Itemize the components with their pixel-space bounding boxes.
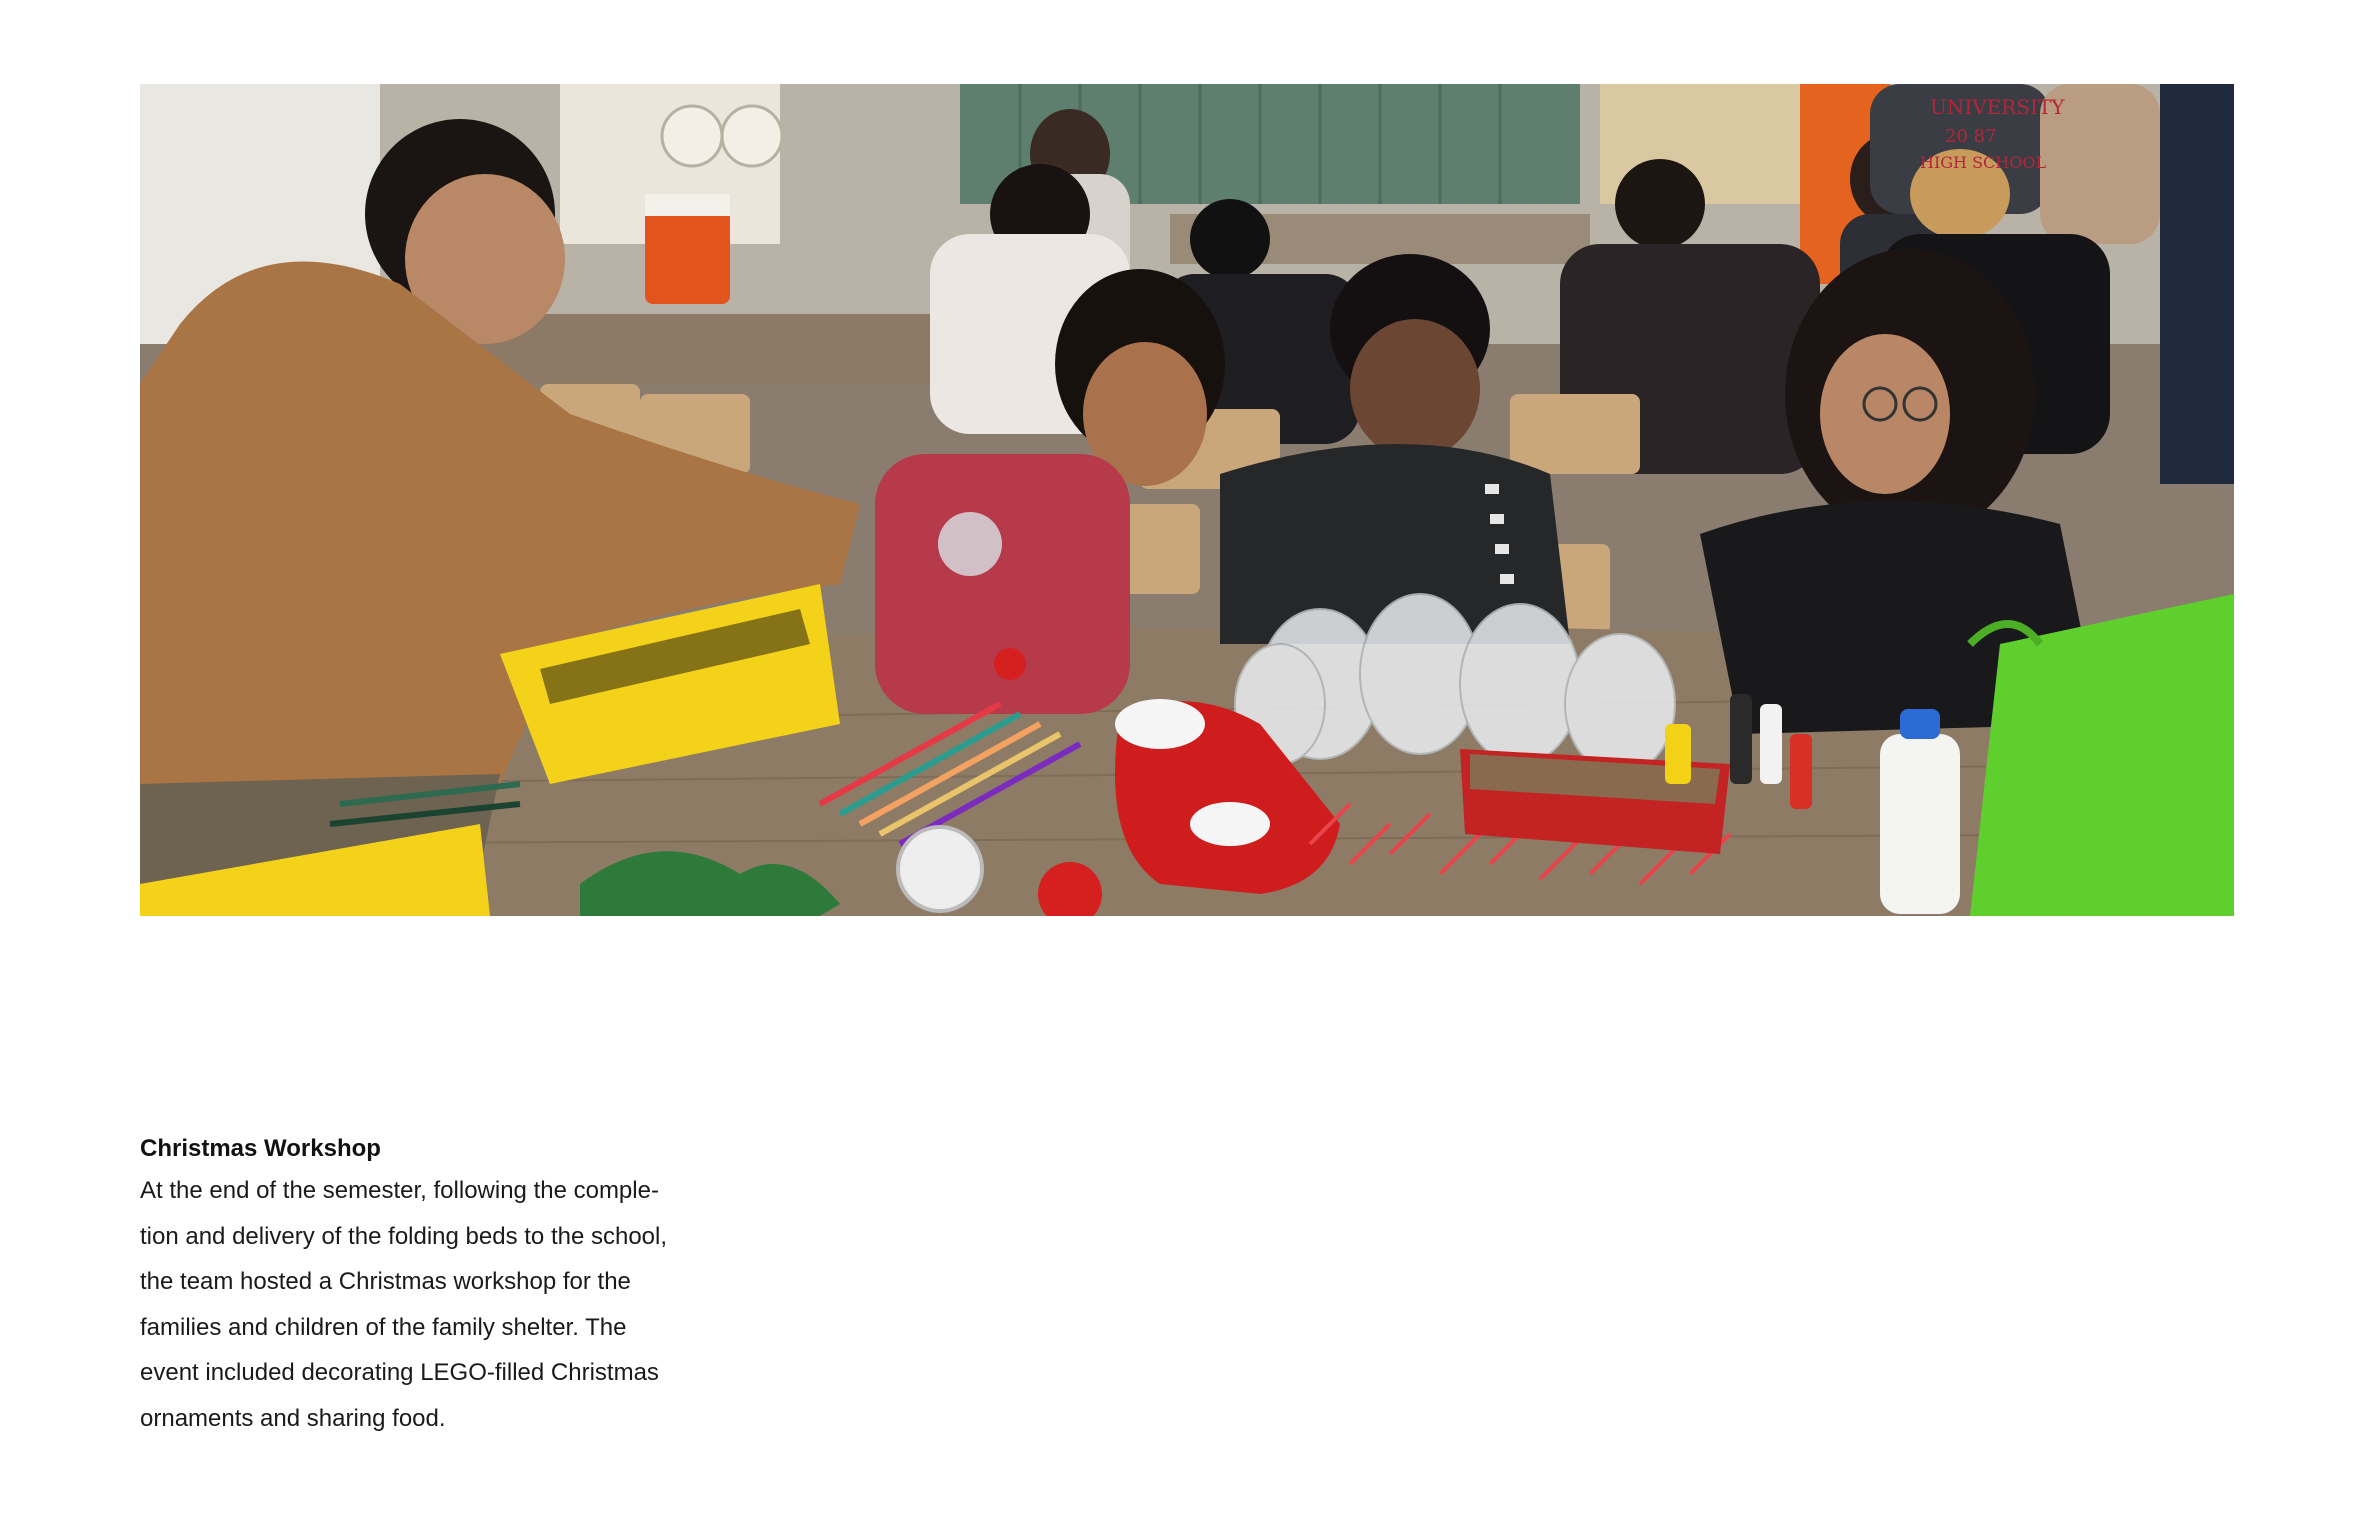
- workshop-photo: [140, 84, 2234, 916]
- caption-line: event included decorating LEGO-filled Christmas: [140, 1359, 659, 1386]
- caption-body: [140, 1168, 740, 1441]
- workshop-photo-illustration: [140, 84, 2234, 916]
- shirt-text-top: UNIVERSITY: [1930, 95, 2065, 119]
- caption-line: ornaments and sharing food.: [140, 1404, 446, 1432]
- shirt-text-mid: 20 87: [1945, 126, 1997, 147]
- caption-line: At the end of the semester, following the comple-: [140, 1177, 659, 1204]
- shirt-text-bottom: HIGH SCHOOL: [1920, 153, 2047, 172]
- caption-line: tion and delivery of the folding beds to the school,: [140, 1222, 668, 1250]
- caption-line: families and children of the family shelter. The: [140, 1313, 627, 1341]
- photo-caption: [140, 1130, 740, 1441]
- caption-line: the team hosted a Christmas workshop for the: [140, 1268, 631, 1295]
- caption-title: Christmas Workshop: [140, 1135, 381, 1162]
